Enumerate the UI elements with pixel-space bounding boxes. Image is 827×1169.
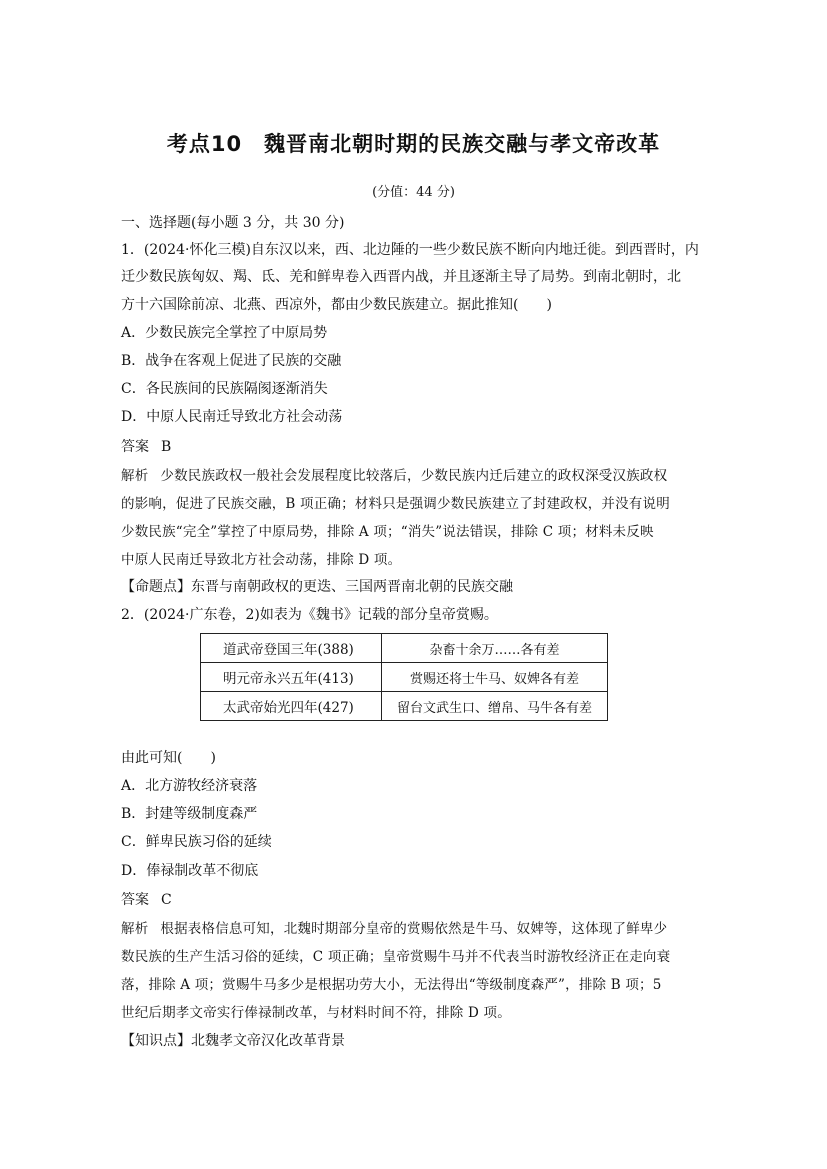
- q2-point: [121, 1030, 345, 1050]
- q1-answer-label: 答案: [121, 439, 149, 455]
- q1-explanation-line4: 中原人民南迁导致北方社会动荡，排除 D 项。: [121, 552, 402, 568]
- q2-option-c: C．鲜卑民族习俗的延续: [121, 834, 272, 850]
- q1-explanation-line1: [121, 464, 667, 484]
- table-cell: 明元帝永兴五年(413): [201, 663, 382, 692]
- q2-answer-label: 答案: [121, 892, 149, 908]
- q2-explanation-line4: 世纪后期孝文帝实行俸禄制改革，与材料时间不符，排除 D 项。: [121, 1005, 511, 1021]
- q1-point: [121, 576, 513, 596]
- q2-point-text: 北魏孝文帝汉化改革背景: [191, 1033, 345, 1049]
- q1-expl-label: 解析: [121, 468, 149, 484]
- table-row: [201, 692, 608, 721]
- q1-explanation-line3: 少数民族“完全”掌控了中原局势，排除 A 项；“消失”说法错误，排除 C 项；材料未反映: [121, 524, 654, 540]
- table-cell: 太武帝始光四年(427): [201, 692, 382, 721]
- q1-option-a: A．少数民族完全掌控了中原局势: [121, 325, 328, 341]
- q1-answer-value: B: [161, 439, 172, 455]
- table-cell: 留台文武生口、缯帛、马牛各有差: [382, 692, 608, 721]
- q2-table: [200, 633, 608, 721]
- q1-line2: 迁少数民族匈奴、羯、氐、羌和鲜卑卷入西晋内战，并且逐渐主导了局势。到南北朝时，北: [121, 269, 681, 285]
- q2-explanation-line2: 数民族的生产生活习俗的延续，C 项正确；皇帝赏赐牛马并不代表当时游牧经济正在走向衰: [121, 949, 671, 965]
- q2-option-a: A．北方游牧经济衰落: [121, 778, 258, 794]
- table-row: [201, 663, 608, 692]
- q1-line1: 1．(2024·怀化三模)自东汉以来，西、北边陲的一些少数民族不断向内地迁徙。到西晋时，内: [121, 242, 699, 258]
- q1-explanation-line2: 的影响，促进了民族交融，B 项正确；材料只是强调少数民族建立了封建政权，并没有说明: [121, 496, 670, 512]
- page-title: [0, 128, 827, 158]
- table-cell: 道武帝登国三年(388): [201, 634, 382, 663]
- score-note: (分值：44 分): [372, 185, 455, 200]
- q1-option-c: C．各民族间的民族隔阂逐渐消失: [121, 381, 328, 397]
- q2-option-b: B．封建等级制度森严: [121, 806, 258, 822]
- q2-explanation-line3: 落，排除 A 项；赏赐牛马多少是根据功劳大小，无法得出“等级制度森严”，排除 B 项；5: [121, 977, 662, 993]
- q1-answer: [121, 436, 171, 456]
- title-text: 魏晋南北朝时期的民族交融与孝文帝改革: [264, 132, 661, 156]
- q1-option-d: D．中原人民南迁导致北方社会动荡: [121, 409, 343, 425]
- q2-expl-label: 解析: [121, 921, 149, 937]
- q2-option-d: D．俸禄制改革不彻底: [121, 863, 259, 879]
- table-cell: 杂畜十余万……各有差: [382, 634, 608, 663]
- q2-answer-value: C: [161, 892, 172, 908]
- section-heading: 一、选择题(每小题 3 分，共 30 分): [121, 215, 345, 231]
- table-cell: 赏赐还将士牛马、奴婢各有差: [382, 663, 608, 692]
- q2-ask: 由此可知( ): [121, 750, 216, 766]
- q1-option-b: B．战争在客观上促进了民族的交融: [121, 353, 342, 369]
- table-row: [201, 634, 608, 663]
- q2-point-label: 【知识点】: [121, 1033, 191, 1049]
- q2-expl1: 根据表格信息可知，北魏时期部分皇帝的赏赐依然是牛马、奴婢等，这体现了鲜卑少: [160, 921, 668, 937]
- q1-point-label: 【命题点】: [121, 579, 191, 595]
- q2-explanation-line1: [121, 917, 667, 937]
- q1-expl1: 少数民族政权一般社会发展程度比较落后，少数民族内迁后建立的政权深受汉族政权: [160, 468, 668, 484]
- q1-point-text: 东晋与南朝政权的更迭、三国两晋南北朝的民族交融: [191, 579, 513, 595]
- q1-line3: 方十六国除前凉、北燕、西凉外，都由少数民族建立。据此推知( ): [121, 297, 552, 313]
- q2-line1: 2．(2024·广东卷，2)如表为《魏书》记载的部分皇帝赏赐。: [121, 607, 498, 623]
- title-number: 考点10: [166, 132, 243, 156]
- q2-answer: [121, 889, 172, 909]
